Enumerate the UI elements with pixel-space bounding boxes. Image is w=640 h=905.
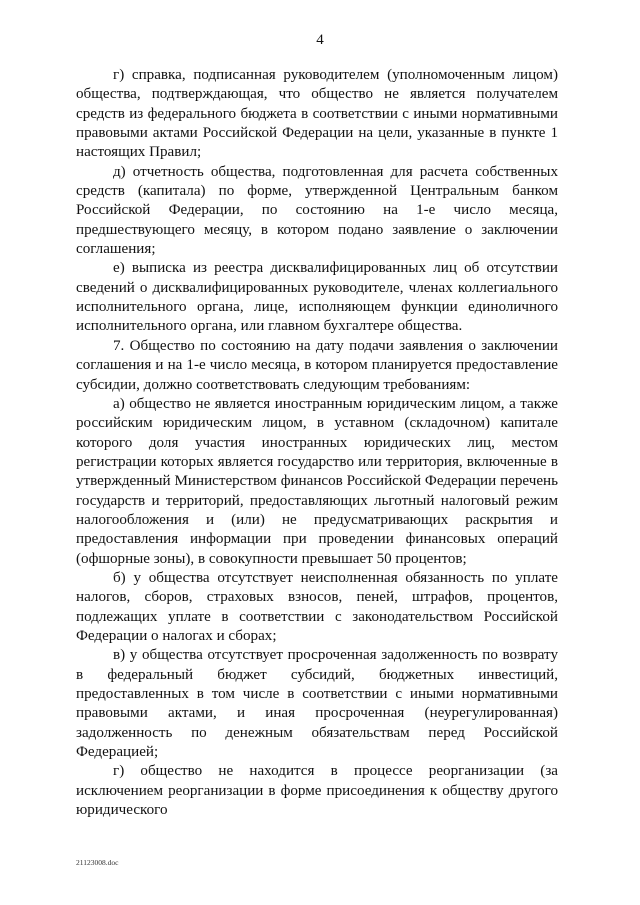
- paragraph-d-reporting: д) отчетность общества, подготовленная для расчета собственных средств (капитала) по форме, утвержденной Центральным банком Российской Федерации, по состоянию на 1-е число месяца, предшествующего месяцу, в котором подано заявление о заключении соглашения;: [76, 163, 558, 258]
- footer-file-code: 21123008.doc: [76, 858, 119, 867]
- paragraph-g-reorganization: г) общество не находится в процессе реорганизации (за исключением реорганизации в форме присоединения к обществу другого юридического: [76, 763, 558, 819]
- paragraph-a-foreign-entity: а) общество не является иностранным юридическим лицом, а также российским юридическим лицом, в уставном (складочном) капитале которого доля участия иностранных юридических лиц, местом регистрации которых является государство или территория, включенные в утвержденный Министерством финансов Российской Федерации перечень государств и территорий, предоставляющих льготный налоговый режим налогообложения и (или) не предусматривающих раскрытия и предоставления информации при проведении финансовых операций (офшорные зоны), в совокупности превышает 50 процентов;: [76, 395, 558, 567]
- document-body: [76, 66, 558, 820]
- paragraph-7-requirements: 7. Общество по состоянию на дату подачи заявления о заключении соглашения и на 1-е число месяца, в котором планируется предоставление субсидии, должно соответствовать следующим требованиям:: [76, 337, 558, 393]
- paragraph-v-overdue-debt: в) у общества отсутствует просроченная задолженность по возврату в федеральный бюджет субсидий, бюджетных инвестиций, предоставленных в том числе в соответствии с иными нормативными правовыми актами, и иная просроченная (неурегулированная) задолженность по денежным обязательствам перед Российской Федерацией;: [76, 647, 558, 761]
- paragraph-g-certificate: г) справка, подписанная руководителем (уполномоченным лицом) общества, подтверждающая, что общество не является получателем средств из федерального бюджета в соответствии с иными нормативными правовыми актами Российской Федерации на цели, указанные в пункте 1 настоящих Правил;: [76, 67, 558, 161]
- paragraph-b-tax-obligations: б) у общества отсутствует неисполненная обязанность по уплате налогов, сборов, страховых взносов, пеней, штрафов, процентов, подлежащих уплате в соответствии с законодательством Российской Федерации о налогах и сборах;: [76, 569, 558, 644]
- page-number: 4: [316, 32, 324, 48]
- paragraph-e-registry-extract: е) выписка из реестра дисквалифицированных лиц об отсутствии сведений о дисквалифицированных руководителе, членах коллегиального исполнительного органа, лице, исполняющем функции единоличного исполнительного органа, или главном бухгалтере общества.: [76, 260, 558, 335]
